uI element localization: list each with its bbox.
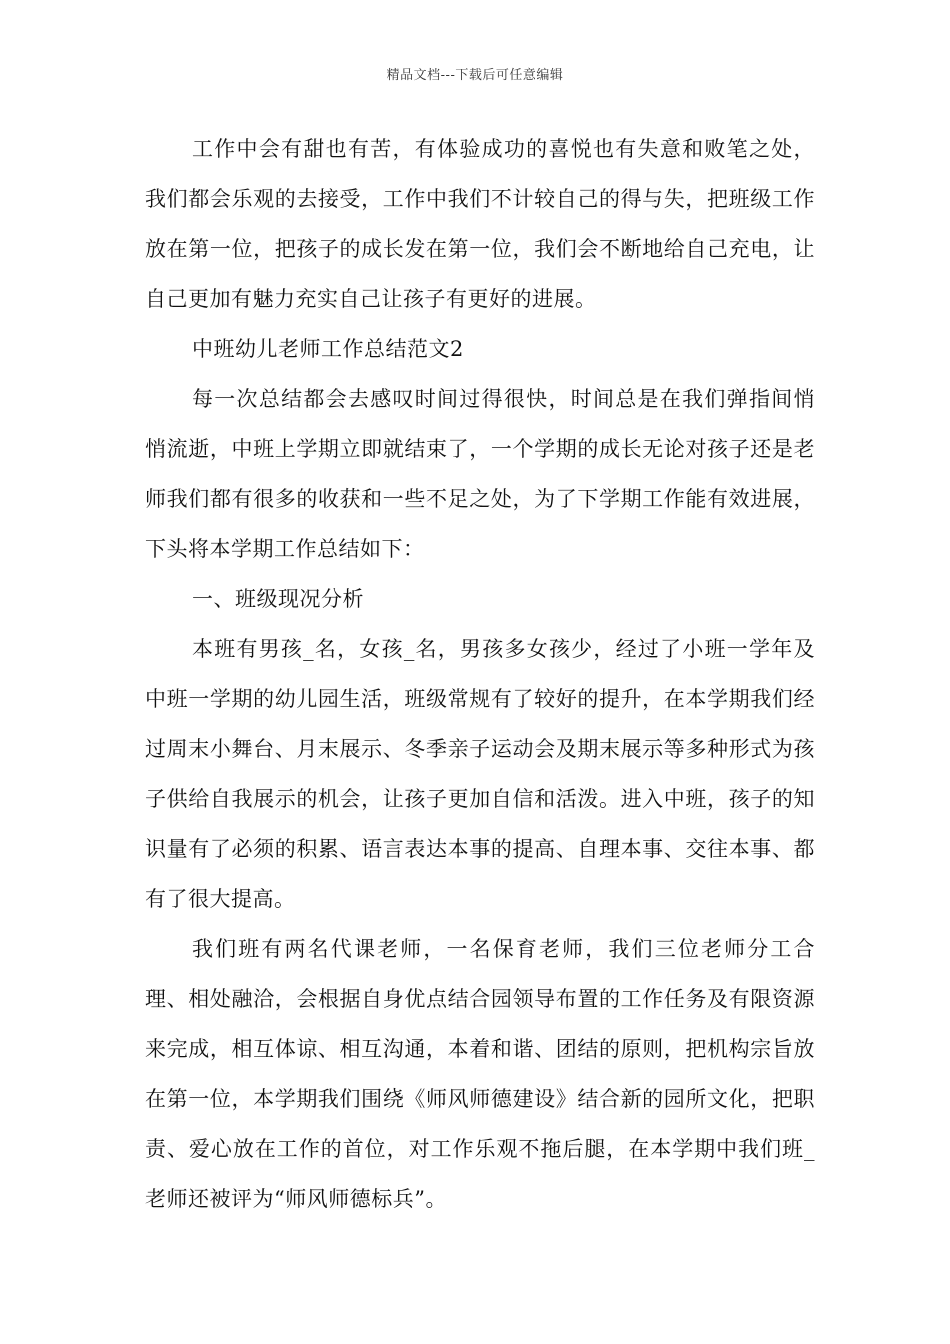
section-title: 中班幼儿老师工作总结范文2 <box>192 337 464 361</box>
paragraph-class-overview: 本班有男孩_名，女孩_名，男孩多女孩少，经过了小班一学年及中班一学期的幼儿园生活，班级常规有了较好的提升，在本学期我们经过周末小舞台、月末展示、冬季亲子运动会及期末展示等多种形式为孩子供给自我展示的机会，让孩子更加自信和活泼。进入中班，孩子的知识量有了必须的积累、语言表达本事的提高、自理本事、交往本事、都有了很大提高。 <box>145 637 815 911</box>
section-heading-class-analysis: 一、班级现况分析 <box>192 587 364 611</box>
page-header: 精品文档---下载后可任意编辑 <box>386 68 564 83</box>
document-body <box>145 124 815 1224</box>
paragraph-teachers: 我们班有两名代课老师，一名保育老师，我们三位老师分工合理、相处融洽，会根据自身优点结合园领导布置的工作任务及有限资源来完成，相互体谅、相互沟通，本着和谐、团结的原则，把机构宗旨放在第一位，本学期我们围绕《师风师德建设》结合新的园所文化，把职责、爱心放在工作的首位，对工作乐观不拖后腿，在本学期中我们班_老师还被评为“师风师德标兵”。 <box>145 937 815 1211</box>
paragraph-work-reflection: 工作中会有甜也有苦，有体验成功的喜悦也有失意和败笔之处，我们都会乐观的去接受，工作中我们不计较自己的得与失，把班级工作放在第一位，把孩子的成长发在第一位，我们会不断地给自己充电，让自己更加有魅力充实自己让孩子有更好的进展。 <box>145 137 815 311</box>
paragraph-intro: 每一次总结都会去感叹时间过得很快，时间总是在我们弹指间悄悄流逝，中班上学期立即就结束了，一个学期的成长无论对孩子还是老师我们都有很多的收获和一些不足之处，为了下学期工作能有效进展，下头将本学期工作总结如下： <box>145 387 815 561</box>
